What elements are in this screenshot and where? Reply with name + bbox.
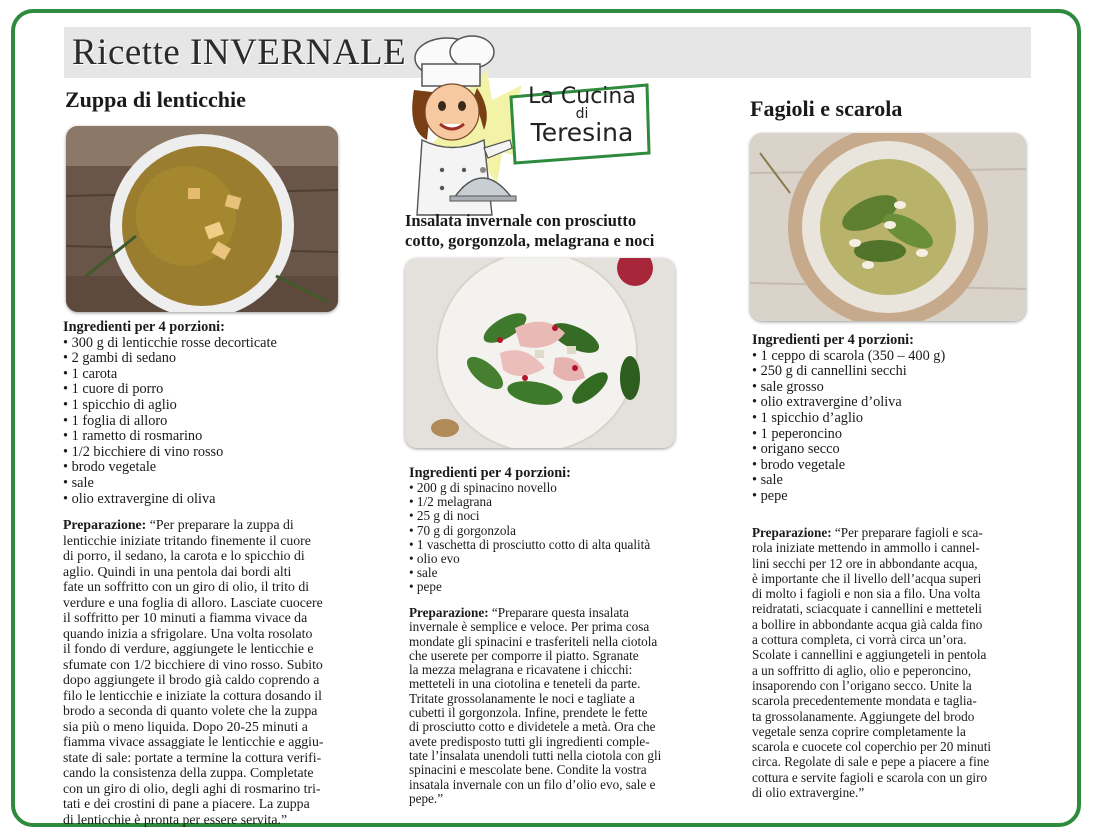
- list-item: • 250 g di cannellini secchi: [752, 364, 945, 380]
- recipe3-ingredients: [752, 333, 945, 505]
- prep-line: invernale è semplice e veloce. Per prima cosa: [409, 619, 650, 635]
- prep-line: circa. Regolate di sale e pepe a piacere a fine: [752, 754, 990, 770]
- prep-line: rola iniziate mettendo in ammollo i cannel-: [752, 540, 980, 556]
- prep-line: lini secchi per 12 ore in abbondante acqua,: [752, 555, 978, 571]
- list-item: • olio evo: [409, 552, 650, 566]
- salad-photo: [405, 258, 675, 448]
- logo-line-1: La Cucina: [528, 84, 636, 109]
- prep-line: di olio extravergine.”: [752, 785, 865, 801]
- prep-line: a cottura completa, ci vorrà circa un’ora.: [752, 632, 967, 648]
- prep-line: il fondo di verdure, aggiungete le lenticchie e: [63, 641, 314, 656]
- list-item: • sale: [752, 473, 945, 489]
- lentil-soup-photo: [66, 126, 338, 312]
- recipe2-title: [405, 211, 654, 251]
- recipe1-prep-label: Preparazione:: [63, 517, 147, 532]
- prep-line: reidratati, sciacquate i cannellini e metteteli: [752, 601, 982, 617]
- prep-line: di molto i fagioli e non sia a filo. Una volta: [752, 586, 981, 602]
- list-item: • 1/2 melagrana: [409, 495, 650, 509]
- prep-line: mondate gli spinacini e trasferiteli nella ciotola: [409, 633, 658, 649]
- list-item: • 200 g di spinacino novello: [409, 481, 650, 495]
- recipe2-preparation: [409, 606, 661, 806]
- recipe2-ingredients-heading: Ingredienti per 4 porzioni:: [409, 465, 571, 481]
- list-item: • brodo vegetale: [752, 458, 945, 474]
- list-item: • 1 peperoncino: [752, 427, 945, 443]
- prep-line: fate un soffritto con un giro di olio, il trito di: [63, 579, 310, 594]
- prep-line: scarola precedentemente mondata e taglia-: [752, 693, 977, 709]
- list-item: • 1 rametto di rosmarino: [63, 429, 277, 445]
- prep-line: di lenticchie è pronta per essere servita.”: [63, 811, 288, 827]
- recipe1-title: Zuppa di lenticchie: [65, 87, 246, 112]
- list-item: • origano secco: [752, 442, 945, 458]
- list-item: • sale: [409, 566, 650, 580]
- recipe3-preparation: [752, 525, 991, 800]
- prep-line: è importante che il livello dell’acqua superi: [752, 570, 982, 586]
- recipe3-prep-label: Preparazione:: [752, 525, 832, 540]
- prep-line: “Preparare questa insalata: [488, 605, 629, 620]
- prep-line: scarola e cuocete col coperchio per 20 minuti: [752, 739, 992, 755]
- prep-line: con un giro di olio, degli aghi di rosmarino tri-: [63, 780, 321, 796]
- list-item: • 1/2 bicchiere di vino rosso: [63, 445, 277, 461]
- prep-line: “Per preparare la zuppa di: [146, 517, 294, 532]
- prep-line: di prosciutto cotto e dividetele a metà. Ora che: [409, 719, 656, 735]
- prep-line: spinacini e mescolate bene. Condite la vostra: [409, 762, 647, 778]
- prep-line: il soffritto per 10 minuti a fiamma vivace da: [63, 610, 308, 625]
- prep-line: sia più o meno liquida. Dopo 20-25 minuti a: [63, 718, 308, 734]
- prep-line: quando inizia a sfrigolare. Una volta rosolato: [63, 625, 313, 641]
- page-title: Ricette INVERNALE: [72, 32, 407, 73]
- logo-line-2: di: [575, 106, 589, 122]
- prep-line: tate l’insalata unendoli tutti nella ciotola con gli: [409, 747, 662, 763]
- prep-line: cando la consistenza della zuppa. Completate: [63, 765, 314, 780]
- prep-line: a bollire in abbondante acqua già calda fino: [752, 616, 983, 632]
- recipe1-ingredients: [63, 320, 277, 507]
- list-item: • brodo vegetale: [63, 460, 277, 476]
- prep-line: filo le lenticchie e iniziate la cottura dosando il: [63, 687, 322, 703]
- list-item: • 300 g di lenticchie rosse decorticate: [63, 336, 277, 352]
- list-item: • olio extravergine di oliva: [63, 492, 277, 508]
- beans-escarole-photo: [750, 133, 1026, 321]
- recipe1-preparation: [63, 517, 323, 827]
- prep-line: tati e dei crostini di pane a piacere. La zuppa: [63, 796, 310, 811]
- list-item: • olio extravergine d’oliva: [752, 395, 945, 411]
- prep-line: verdure e una foglia di alloro. Lasciate cuocere: [63, 594, 323, 610]
- logo-text: [512, 86, 652, 146]
- prep-line: sfumate con 1/2 bicchiere di vino rosso. Subito: [63, 656, 323, 672]
- prep-line: la mezza melagrana e ricavatene i chicchi:: [409, 662, 633, 678]
- prep-line: “Per preparare fagioli e sca-: [831, 525, 983, 540]
- prep-line: ta grossolanamente. Aggiungete del brodo: [752, 708, 975, 724]
- list-item: • 70 g di gorgonzola: [409, 524, 650, 538]
- list-item: • 1 spicchio di aglio: [63, 398, 277, 414]
- prep-line: Tritate grossolanamente le noci e tagliate a: [409, 690, 635, 706]
- list-item: • 1 carota: [63, 367, 277, 383]
- list-item: • pepe: [409, 580, 650, 594]
- prep-line: cottura e servite fagioli e scarola con un giro: [752, 769, 988, 785]
- list-item: • 1 foglia di alloro: [63, 414, 277, 430]
- prep-line: cubetti il gorgonzola. Infine, prendete le fette: [409, 705, 648, 721]
- prep-line: dopo aggiungete il brodo già caldo coprendo a: [63, 672, 320, 687]
- logo-line-3: Teresina: [530, 118, 634, 147]
- prep-line: avete predisposto tutti gli ingredienti comple-: [409, 733, 650, 749]
- prep-line: Scolate i cannellini e aggiungeteli in pentola: [752, 647, 987, 663]
- prep-line: fiamma vivace assaggiate le lenticchie e aggiu-: [63, 734, 324, 749]
- recipe2-ingredients: [409, 465, 650, 595]
- recipe2-title-line: cotto, gorgonzola, melagrana e noci: [405, 231, 655, 250]
- prep-line: metteteli in una ciotolina e teneteli da parte.: [409, 676, 641, 692]
- prep-line: di porro, il sedano, la carota e lo spicchio di: [63, 548, 305, 563]
- recipe3-ingredients-heading: Ingredienti per 4 porzioni:: [752, 332, 914, 348]
- recipe3-title: Fagioli e scarola: [750, 96, 903, 121]
- list-item: • pepe: [752, 489, 945, 505]
- list-item: • 25 g di noci: [409, 509, 650, 523]
- prep-line: pepe.”: [409, 790, 444, 806]
- list-item: • 2 gambi di sedano: [63, 351, 277, 367]
- prep-line: aglio. Quindi in una pentola dai bordi alti: [63, 563, 292, 579]
- list-item: • 1 ceppo di scarola (350 – 400 g): [752, 349, 945, 365]
- list-item: • sale: [63, 476, 277, 492]
- prep-line: insaporendo con l’origano secco. Unite la: [752, 677, 972, 693]
- list-item: • 1 cuore di porro: [63, 382, 277, 398]
- prep-line: vegetale senza coprire completamente la: [752, 723, 966, 739]
- list-item: • 1 vaschetta di prosciutto cotto di alta qualità: [409, 538, 650, 552]
- prep-line: state di sale: portate a termine la cottura verifi-: [63, 749, 322, 765]
- recipe1-ingredients-heading: Ingredienti per 4 porzioni:: [63, 319, 225, 335]
- prep-line: insatala invernale con un filo d’olio evo, sale e: [409, 776, 656, 792]
- list-item: • sale grosso: [752, 380, 945, 396]
- prep-line: brodo a seconda di quanto volete che la zuppa: [63, 703, 318, 718]
- prep-line: lenticchie iniziate tritando finemente il cuore: [63, 532, 311, 548]
- prep-line: che userete per comporre il piatto. Sgranate: [409, 647, 639, 663]
- recipe2-prep-label: Preparazione:: [409, 605, 489, 620]
- prep-line: a un soffritto di aglio, olio e peperoncino,: [752, 662, 972, 678]
- list-item: • 1 spicchio d’aglio: [752, 411, 945, 427]
- recipe2-title-line: Insalata invernale con prosciutto: [405, 211, 637, 230]
